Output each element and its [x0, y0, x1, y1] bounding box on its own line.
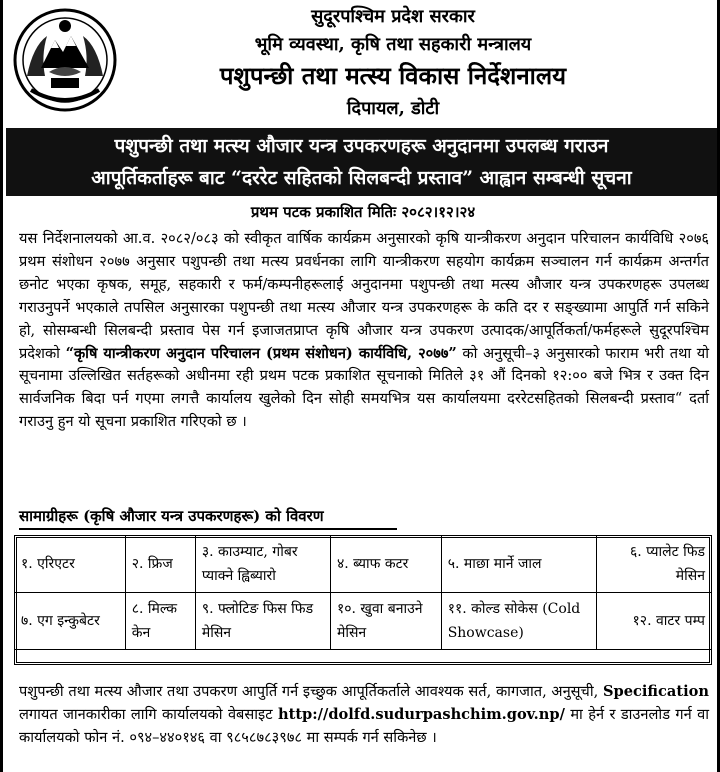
- item-cell: १. एरिएटर: [15, 536, 126, 593]
- nepal-coat-of-arms-icon: [11, 6, 119, 114]
- item-cell: ६. प्यालेट फिड मेसिन: [597, 536, 712, 593]
- table-row: [15, 536, 712, 593]
- item-cell: ११. कोल्ड सोकेस (Cold Showcase): [441, 593, 596, 650]
- notice-body: [19, 228, 709, 434]
- items-table: [14, 535, 712, 650]
- items-section-title: सामाग्रीहरू (कृषि औजार यन्त्र उपकरणहरू) को विवरण: [19, 507, 324, 525]
- publish-date: प्रथम पटक प्रकाशित मितिः २०८२।१२।२४: [250, 203, 476, 221]
- body-text-part-1: यस निर्देशनालयको आ.व. २०८२/०८३ को स्वीकृत वार्षिक कार्यक्रम अनुसारको कृषि यान्त्रीकरण अनुदान परिचालन कार्यविधि २०७६ प्रथम संशोधन २०७७ अनुसार पशुपन्छी तथा मत्स्य प्रवर्धनका लागि यान्त्रीकरण सहयोग कार्यक्रम सञ्चालन गर्न कार्यक्रम अन्तर्गत छनोट भएका कृषक, समूह, सहकारी र फर्म/कम्पनीहरूलाई अनुदानमा पशुपन्छी तथा मत्स्य औजार यन्त्र उपकरणहरू उपलब्ध गराउनुपर्ने भएकाले तपसिल अनुसारका पशुपन्छी तथा मत्स्य औजार यन्त्र उपकरणहरू के कति दर र सङ्ख्यामा आपुर्ति गर्न सकिने हो, सोसम्बन्धी सिलबन्दी प्रस्ताव पेस गर्न इजाजतप्राप्त कृषि औजार यन्त्र उपकरण उत्पादक/आपूर्तिकर्ता/फर्महरूले सुदूरपश्चिम प्रदेशको: [19, 230, 709, 362]
- directorate-name: पशुपन्छी तथा मत्स्य विकास निर्देशनालय: [219, 61, 567, 90]
- item-cell: १२. वाटर पम्प: [597, 593, 712, 650]
- specification-label: Specification: [602, 683, 710, 700]
- notice-title-banner: [6, 128, 717, 196]
- government-name: सुदूरपश्चिम प्रदेश सरकार: [311, 6, 475, 27]
- notice-title-line-2: आपूर्तिकर्ताहरू बाट “दररेट सहितको सिलबन्दी प्रस्ताव” आह्वान सम्बन्धी सूचना: [91, 167, 632, 189]
- website-link[interactable]: http://dolfd.sudurpashchim.gov.np/: [277, 706, 565, 723]
- office-location: दिपायल, डोटी: [346, 98, 440, 119]
- procedure-title: “कृषि यान्त्रीकरण अनुदान परिचालन (प्रथम संशोधन) कार्यविधि, २०७७”: [65, 344, 457, 362]
- item-cell: ४. ब्याफ कटर: [330, 536, 441, 593]
- contact-paragraph: [19, 680, 709, 749]
- item-cell: ३. काउम्याट, गोबर प्याक्ने ह्विब्यारो: [195, 536, 330, 593]
- ministry-name: भूमि व्यवस्था, कृषि तथा सहकारी मन्त्रालय: [254, 34, 532, 55]
- item-cell: ९. फ्लोटिङ फिस फिड मेसिन: [195, 593, 330, 650]
- notice-title-line-1: पशुपन्छी तथा मत्स्य औजार यन्त्र उपकरणहरू अनुदानमा उपलब्ध गराउन: [114, 135, 609, 157]
- table-row: [15, 593, 712, 650]
- footer-text-part-1: पशुपन्छी तथा मत्स्य औजार तथा उपकरण आपुर्ति गर्न इच्छुक आपूर्तिकर्ताले आवश्यक सर्त, कागजात, अनुसूची,: [19, 683, 599, 700]
- item-cell: १०. खुवा बनाउने मेसिन: [330, 593, 441, 650]
- item-cell: २. फ्रिज: [125, 536, 195, 593]
- section-underline: [19, 528, 397, 530]
- item-cell: ५. माछा मार्ने जाल: [441, 536, 596, 593]
- body-text-part-2: को अनुसूची–३ अनुसारको फाराम भरी तथा यो सूचनामा उल्लिखित सर्तहरूको अधीनमा रही प्रथम पटक प्रकाशित सूचनाको मितिले ३१ औं दिनको १२:०० बजे भित्र र उक्त दिन सार्वजनिक बिदा पर्न गएमा लगत्तै कार्यालय खुलेको दिन सोही समयभित्र यस कार्यालयमा दररेटसहितको सिलबन्दी प्रस्ताव“ दर्ता गराउनु हुन यो सूचना प्रकाशित गरिएको छ ।: [19, 344, 710, 431]
- footer-text-part-3: मा हेर्न र डाउनलोड गर्न वा कार्यालयको फोन नं. ०९४–४४०१४६ वा ९८५८७८३९७८ मा सम्पर्क गर्न सकिनेछ ।: [19, 706, 710, 746]
- footer-text-part-2: लगायत जानकारीका लागि कार्यालयको वेबसाइट: [19, 706, 273, 723]
- item-cell: ७. एग इन्कुबेटर: [15, 593, 126, 650]
- item-cell: ८. मिल्क केन: [125, 593, 195, 650]
